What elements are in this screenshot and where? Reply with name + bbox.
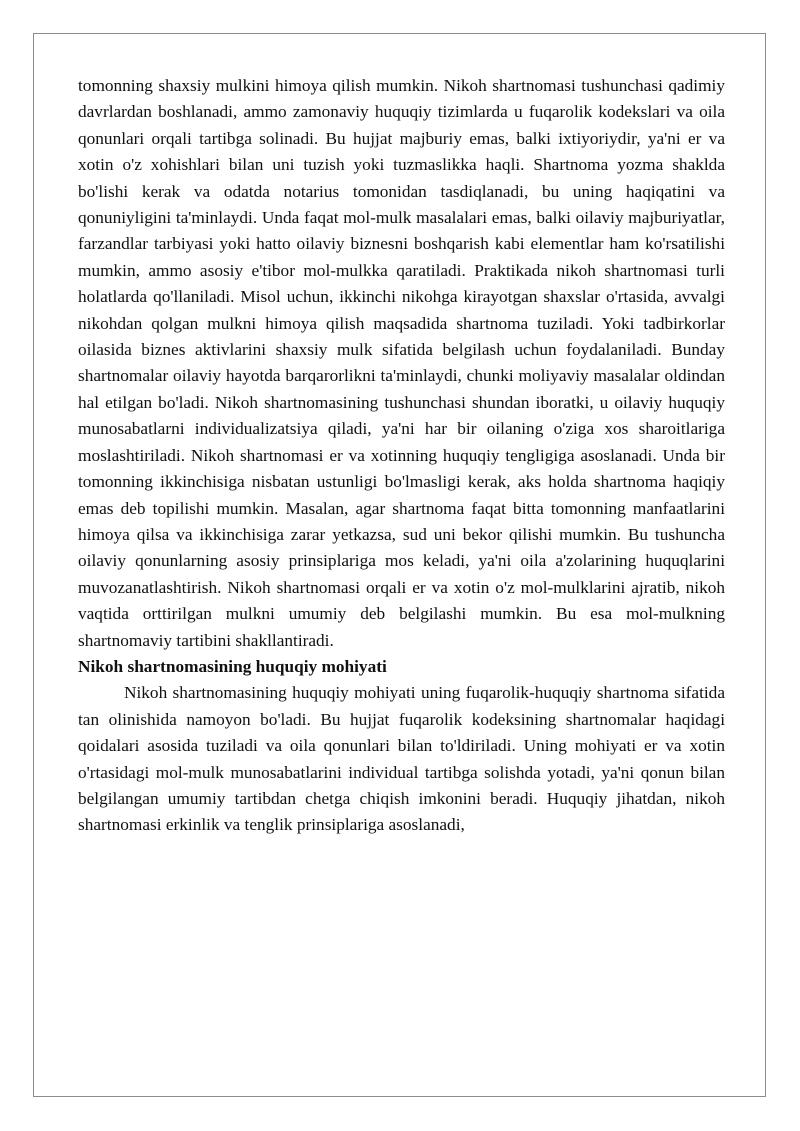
document-body xyxy=(78,73,725,839)
body-paragraph: Nikoh shartnomasining huquqiy mohiyati uning fuqarolik-huquqiy shartnoma sifatida tan olinishida namoyon bo'ladi. Bu hujjat fuqarolik kodeksining shartnomalar haqidagi qoidalari asosida tuziladi va oila qonunlari bilan to'ldiriladi. Uning mohiyati er va xotin o'rtasidagi mol-mulk munosabatlarini individual tartibga solishda yotadi, ya'ni qonun bilan belgilangan umumiy tartibdan chetga chiqish imkonini beradi. Huquqiy jihatdan, nikoh shartnomasi erkinlik va tenglik prinsiplariga asoslanadi, xyxy=(78,683,725,835)
section-heading: Nikoh shartnomasining huquqiy mohiyati xyxy=(78,656,387,676)
body-paragraph: tomonning shaxsiy mulkini himoya qilish mumkin. Nikoh shartnomasi tushunchasi qadimiy davrlardan boshlanadi, ammo zamonaviy huquqiy tizimlarda u fuqarolik kodekslari va oila qonunlari orqali tartibga solinadi. Bu hujjat majburiy emas, balki ixtiyoriydir, ya'ni er va xotin o'z xohishlari bilan uni tuzish yoki tuzmaslikka haqli. Shartnoma yozma shaklda bo'lishi kerak va odatda notarius tomonidan tasdiqlanadi, bu uning haqiqatini va qonuniyligini ta'minlaydi. Unda faqat mol-mulk masalalari emas, balki oilaviy majburiyatlar, farzandlar tarbiyasi yoki hatto oilaviy biznesni boshqarish kabi elementlar ham ko'rsatilishi mumkin, ammo asosiy e'tibor mol-mulkka qaratiladi. Praktikada nikoh shartnomasi turli holatlarda qo'llaniladi. Misol uchun, ikkinchi nikohga kirayotgan shaxslar o'rtasida, avvalgi nikohdan qolgan mulkni himoya qilish maqsadida shartnoma tuziladi. Yoki tadbirkorlar oilasida biznes aktivlarini shaxsiy mulk sifatida belgilash uchun foydalaniladi. Bunday shartnomalar oilaviy hayotda barqarorlikni ta'minlaydi, chunki moliyaviy masalalar oldindan hal etilgan bo'ladi. Nikoh shartnomasining tushunchasi shundan iboratki, u oilaviy huquqiy munosabatlarni individualizatsiya qiladi, ya'ni har bir oilaning o'ziga xos sharoitlariga moslashtiriladi. Nikoh shartnomasi er va xotinning huquqiy tengligiga asoslanadi. Unda bir tomonning ikkinchisiga nisbatan ustunligi bo'lmasligi kerak, aks holda shartnoma haqiqiy emas deb topilishi mumkin. Masalan, agar shartnoma faqat bitta tomonning manfaatlarini himoya qilsa va ikkinchisiga zarar yetkazsa, sud uni bekor qilishi mumkin. Bu tushuncha oilaviy qonunlarning asosiy prinsiplariga mos keladi, ya'ni oila a'zolarining huquqlarini muvozanatlashtirish. Nikoh shartnomasi orqali er va xotin o'z mol-mulklarini ajratib, nikoh vaqtida orttirilgan mulkni umumiy deb belgilashi mumkin. Bu esa mol-mulkning shartnomaviy tartibini shakllantiradi. xyxy=(78,76,725,650)
